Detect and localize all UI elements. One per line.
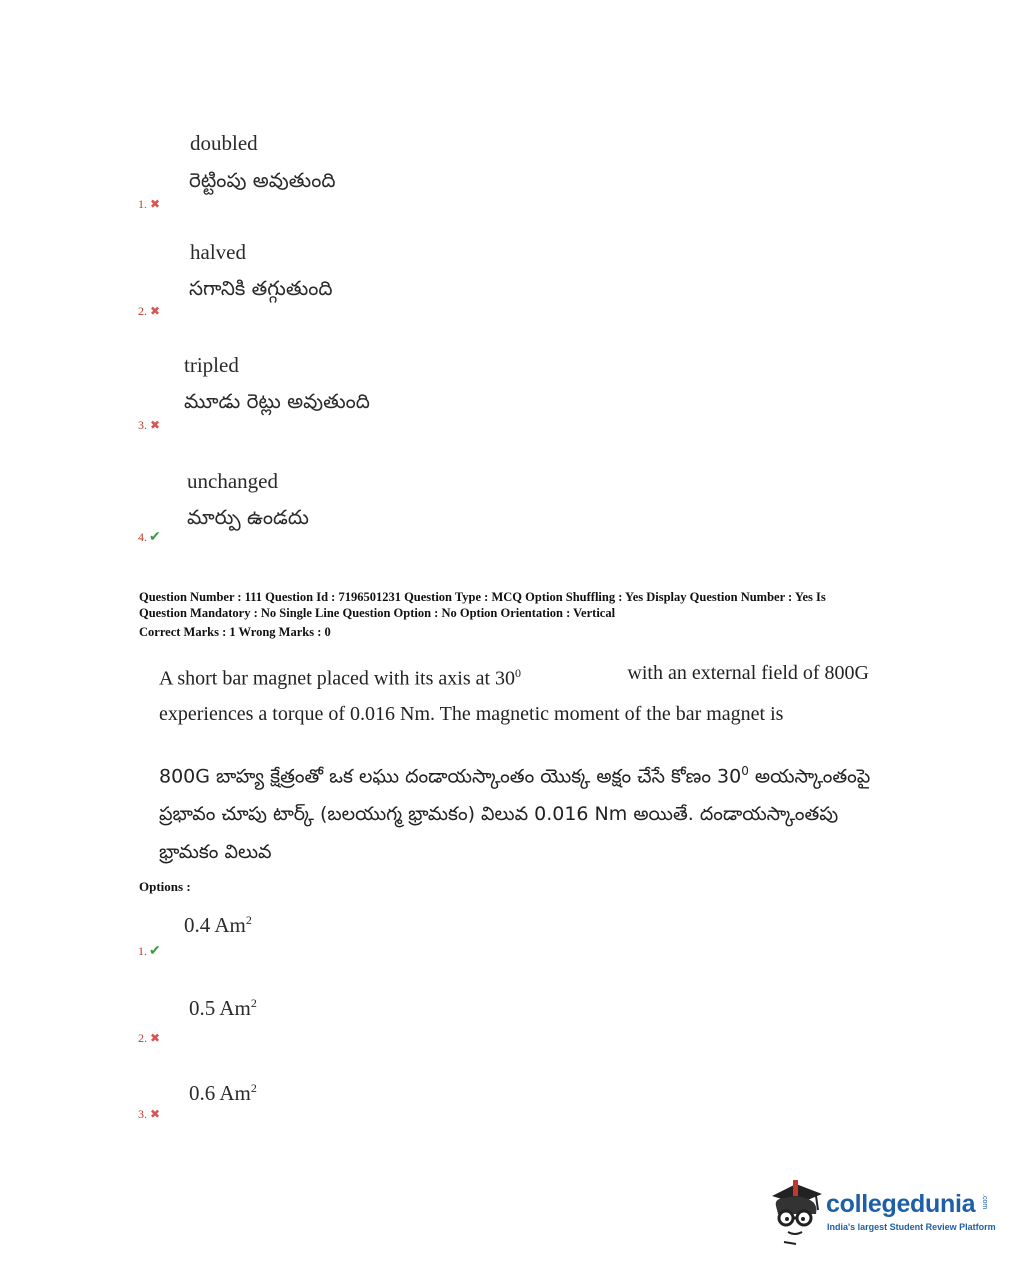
mascot-icon [766,1176,828,1246]
options-label: Options : [139,879,191,894]
option-2-value: 0.5 Am$^2$ [189,996,257,1020]
prev-option-1-te: రెట్టింపు అవుతుంది [189,168,336,192]
option-3-number: 3. [138,1107,147,1121]
wrong-mark-icon: ✖ [150,197,161,211]
prev-option-1-number-row [138,197,160,212]
collegedunia-logo [766,1176,996,1246]
prev-option-3-number-row [138,418,160,433]
logo-tagline: India's largest Student Review Platform [827,1222,996,1232]
wrong-mark-icon: ✖ [150,1107,161,1121]
prev-option-2-number-row [138,304,160,319]
question-text-en [159,656,869,732]
question-en-line-1-part-b: with an external field of 800G [627,662,869,684]
option-1-number: 1. [138,944,147,958]
prev-option-2-en: halved [190,240,246,264]
prev-option-4-number: 4. [138,530,147,544]
question-meta-line-2: Question Mandatory : No Single Line Question Option : No Option Orientation : Vertical [139,606,616,620]
question-meta-line-1: Question Number : 111 Question Id : 7196501231 Question Type : MCQ Option Shuffling : Yes Display Question Number : Yes Is [139,590,826,604]
question-en-line-1 [159,656,869,697]
prev-option-2-te: సగానికి తగ్గుతుంది [189,276,333,300]
prev-option-4-number-row [138,529,161,546]
option-2-number: 2. [138,1031,147,1045]
option-1-value: 0.4 Am$^2$ [184,913,252,937]
question-text-te [159,752,869,871]
prev-option-1-number: 1. [138,197,147,211]
wrong-mark-icon: ✖ [150,304,161,318]
wrong-mark-icon: ✖ [150,1031,161,1045]
question-te-line-2: ప్రభావం చూపు టార్క్ (బలయుగ్మ భ్రామకం) విలువ 0.016 Nm అయితే. దండాయస్కాంతపు [159,803,839,826]
question-meta [139,589,919,640]
prev-option-3-number: 3. [138,418,147,432]
option-1-number-row [138,943,161,960]
logo-name: collegedunia [826,1190,976,1218]
correct-mark-icon: ✔ [149,530,161,545]
prev-option-4-en: unchanged [187,469,278,493]
prev-option-3-te: మూడు రెట్లు అవుతుంది [184,389,370,413]
question-en-line-2: experiences a torque of 0.016 Nm. The magnetic moment of the bar magnet is [159,702,784,725]
option-3-value: 0.6 Am$^2$ [189,1081,257,1105]
question-meta-line-3: Correct Marks : 1 Wrong Marks : 0 [139,625,331,639]
prev-option-4-te: మార్పు ఉండదు [187,505,309,529]
question-en-line-1-part-a: A short bar magnet placed with its axis at $30^0$ [159,666,522,690]
correct-mark-icon: ✔ [149,944,161,959]
prev-option-2-number: 2. [138,304,147,318]
logo-suffix: .com [981,1194,988,1210]
wrong-mark-icon: ✖ [150,418,161,432]
question-te-line-1: 800G బాహ్య క్షేత్రంతో ఒక లఘు దండాయస్కాంతం యొక్క అక్షం చేసే కోణం $30^0$ అయస్కాంతంపై [159,764,871,788]
question-te-line-3: భ్రామకం విలువ [159,841,272,864]
prev-option-1-en: doubled [190,131,258,155]
option-3-number-row [138,1107,160,1122]
prev-option-3-en: tripled [184,353,239,377]
option-2-number-row [138,1031,160,1046]
